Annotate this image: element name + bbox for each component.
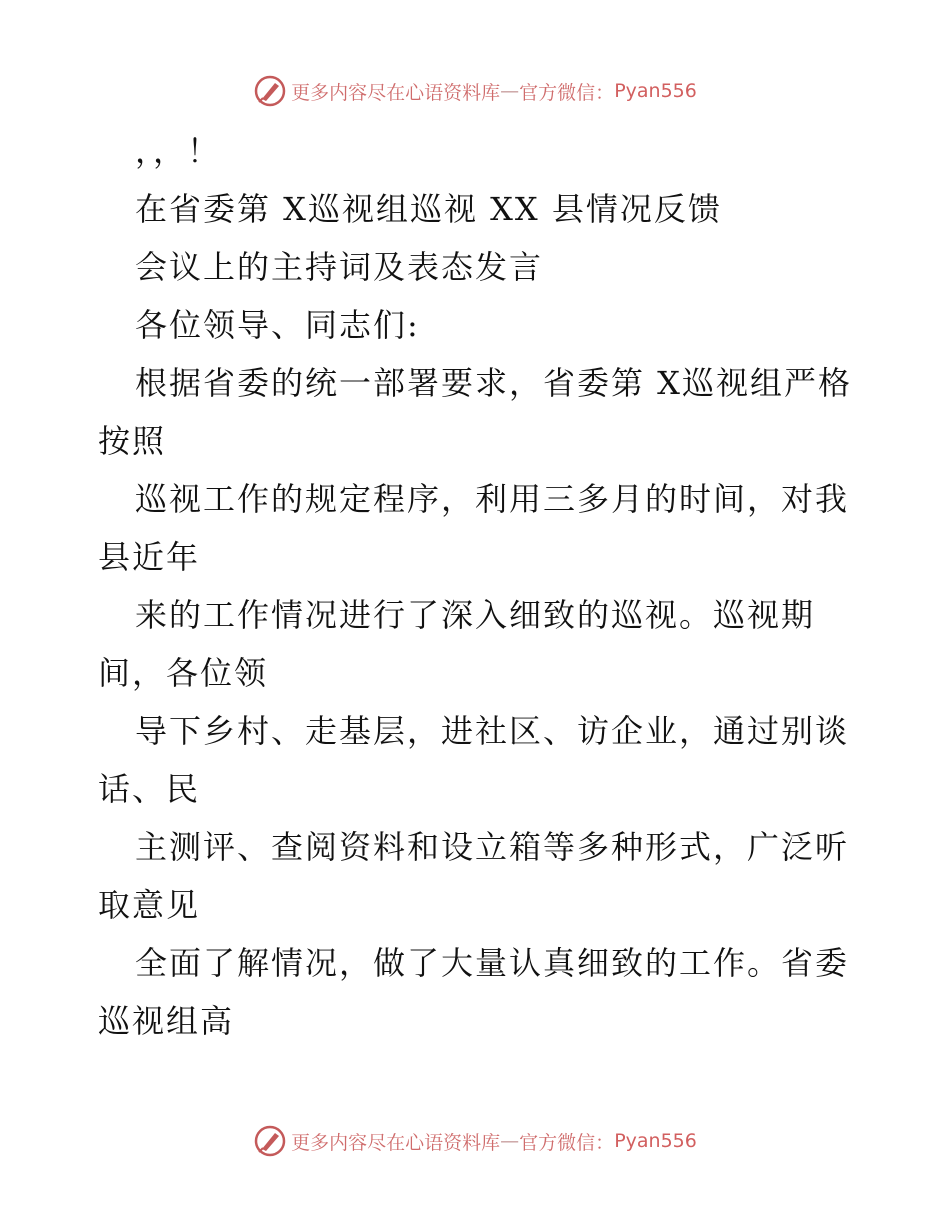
paragraph: 来的工作情况进行了深入细致的巡视。巡视期间，各位领 bbox=[98, 596, 816, 692]
paragraph: 巡视工作的规定程序，利用三多月的时间，对我县近年 bbox=[98, 480, 850, 576]
watermark-wechat-id: Pyan556 bbox=[614, 1130, 697, 1152]
watermark-separator: — bbox=[500, 80, 520, 102]
paragraph: 导下乡村、走基层，进社区、访企业，通过别谈话、民 bbox=[98, 712, 850, 808]
watermark-main-text: 更多内容尽在心语资料库 bbox=[291, 81, 501, 104]
document-body bbox=[98, 122, 858, 1050]
header-watermark bbox=[0, 74, 950, 108]
paragraph: 会议上的主持词及表态发言 bbox=[135, 248, 544, 286]
footer-watermark bbox=[0, 1124, 950, 1158]
watermark-main-text: 更多内容尽在心语资料库 bbox=[291, 1131, 501, 1154]
quill-pen-icon bbox=[253, 74, 287, 108]
watermark-wechat-id: Pyan556 bbox=[614, 80, 697, 102]
watermark-separator: — bbox=[500, 1130, 520, 1152]
paragraph: 根据省委的统一部署要求，省委第 X巡视组严格按照 bbox=[98, 364, 852, 460]
paragraph: 全面了解情况，做了大量认真细致的工作。省委巡视组高 bbox=[98, 944, 850, 1040]
paragraph: ，，！ bbox=[135, 132, 222, 170]
watermark-sub-text: 官方微信： bbox=[519, 1131, 615, 1154]
paragraph: 主测评、查阅资料和设立箱等多种形式，广泛听取意见 bbox=[98, 828, 850, 924]
paragraph: 各位领导、同志们: bbox=[135, 306, 420, 344]
watermark-sub-text: 官方微信： bbox=[519, 81, 615, 104]
quill-pen-icon bbox=[253, 1124, 287, 1158]
paragraph: 在省委第 X巡视组巡视 XX 县情况反馈 bbox=[135, 190, 722, 228]
